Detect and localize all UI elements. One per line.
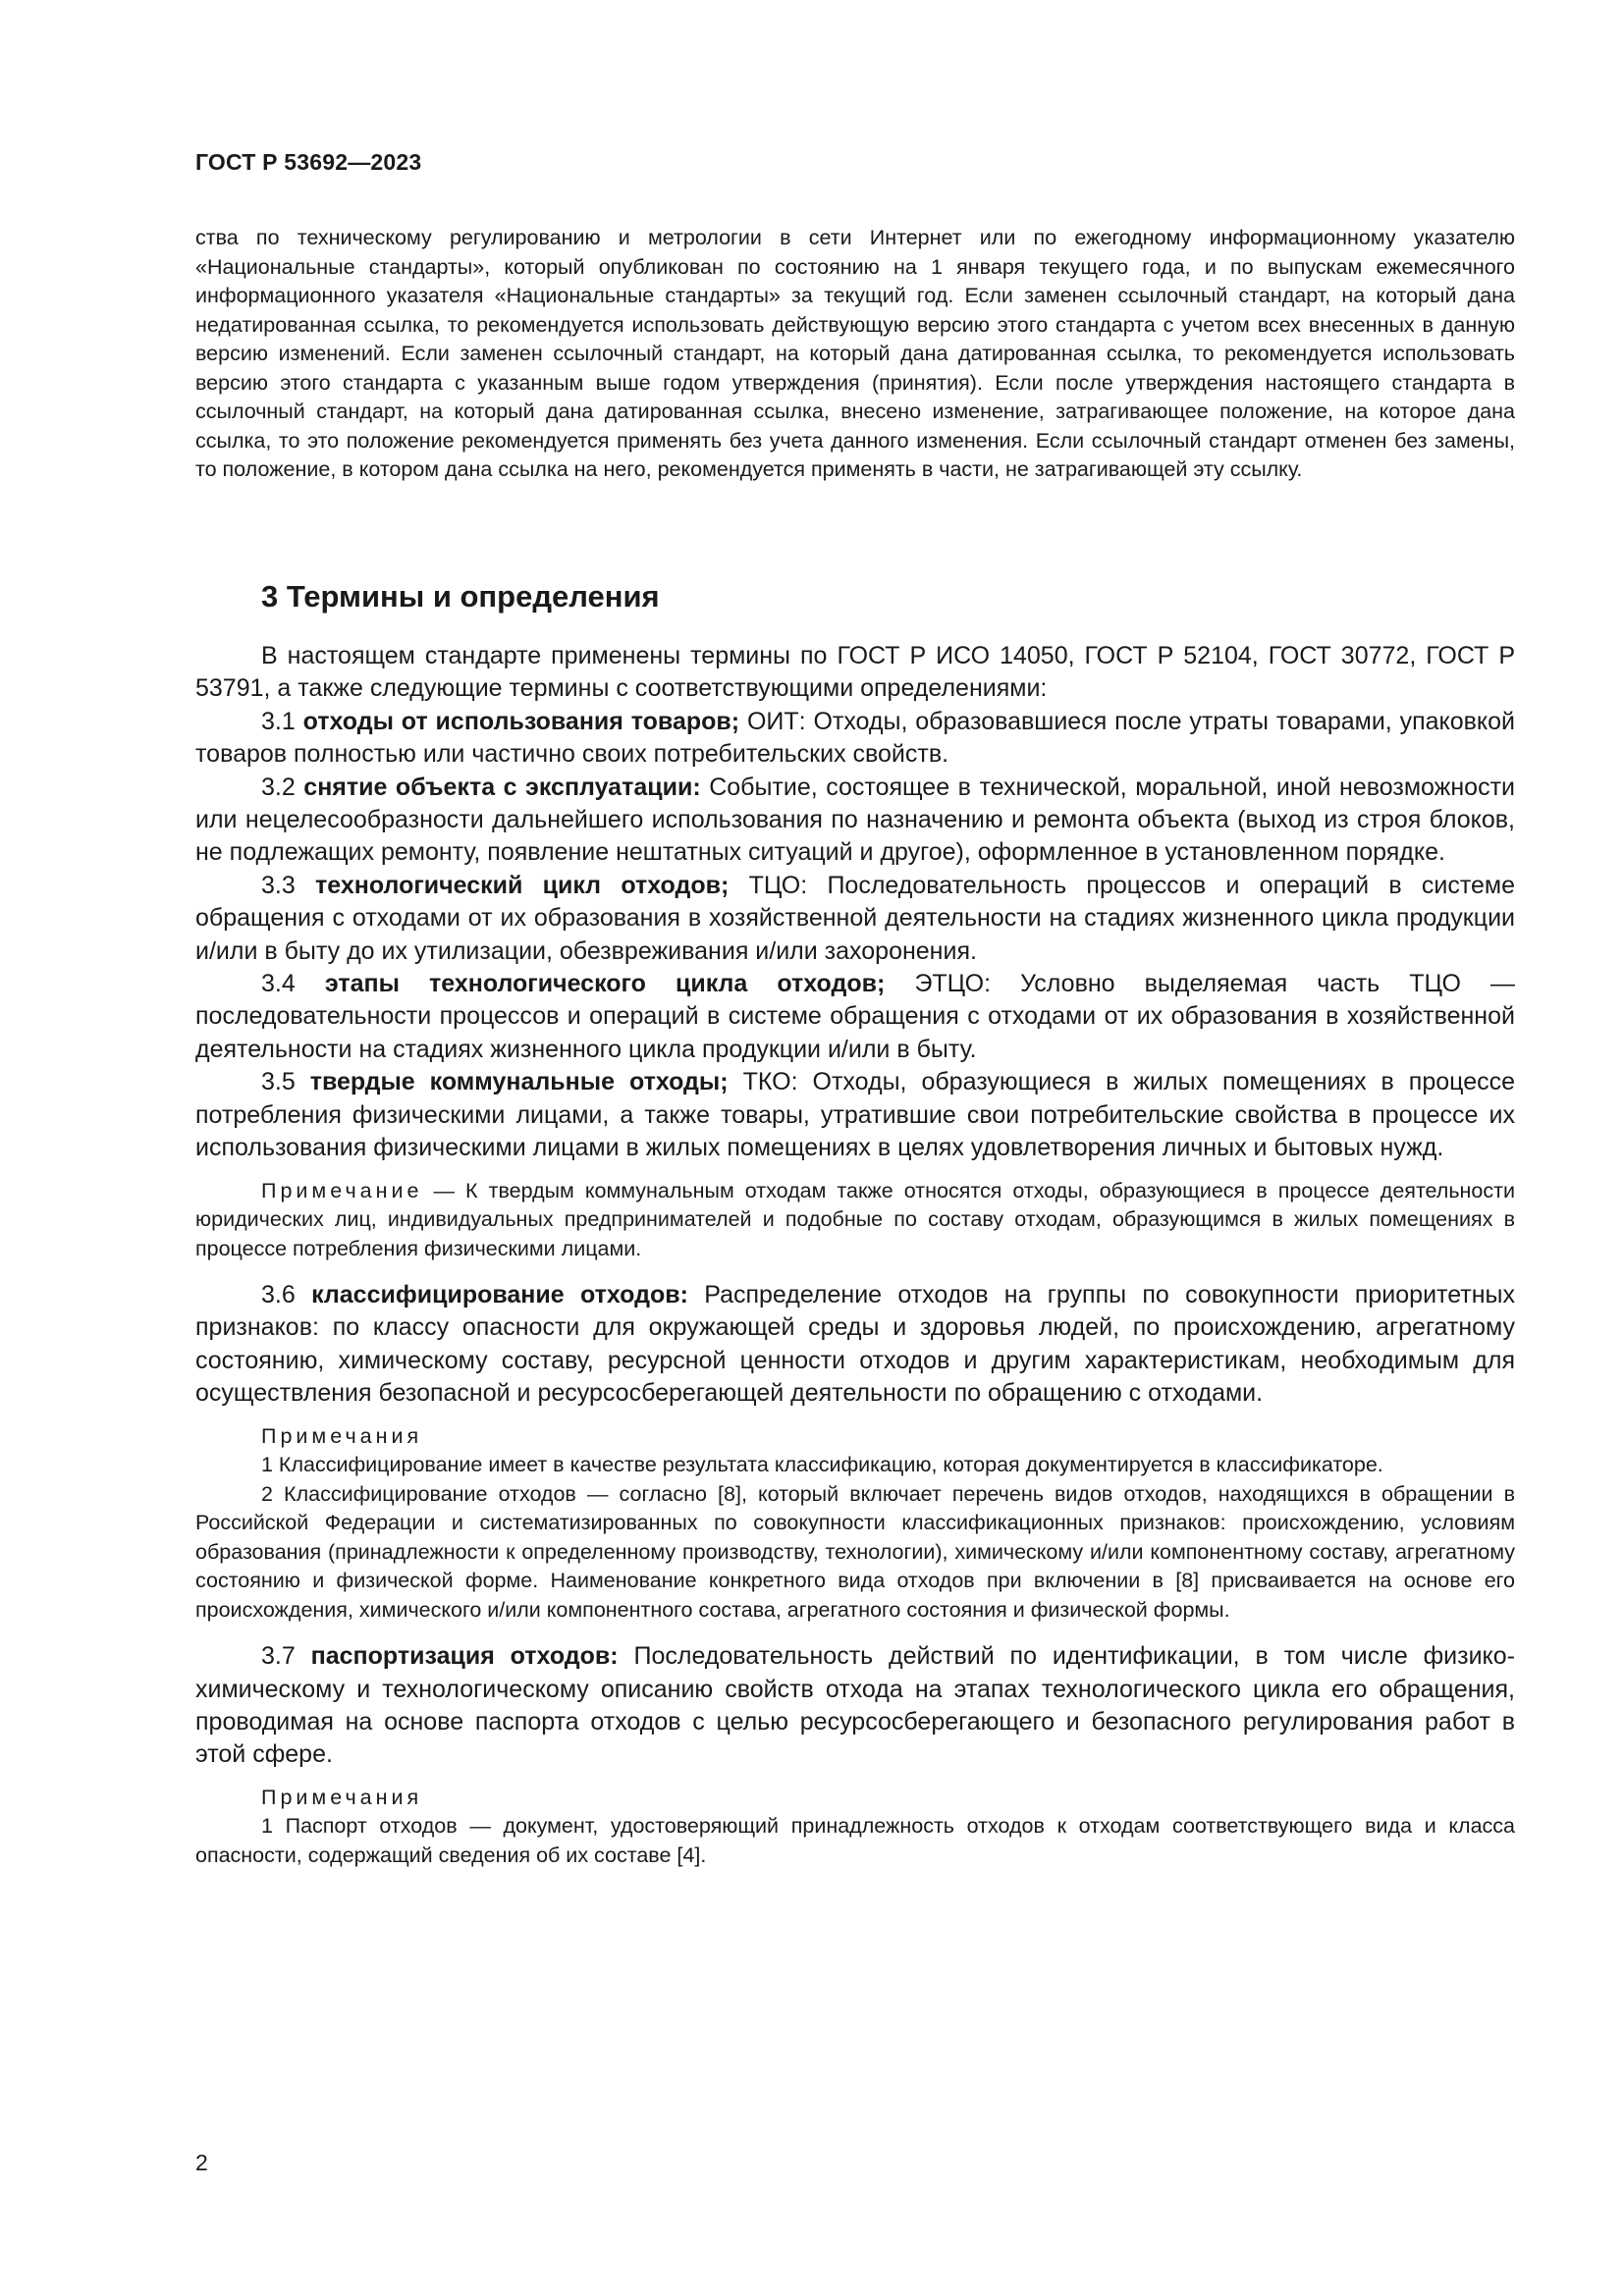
term-definition: ТЦО: Последовательность процессов и операций в системе обращения с отходами от их образования в хозяйственной деятельности на стадиях жизненного цикла продукции и/или в быту до их утилизации, обезвреживания и/или захоронения. <box>195 871 1516 965</box>
term-3-3 <box>195 870 1515 968</box>
note-item: 2 Классифицирование отходов — согласно [8], который включает перечень видов отходов, находящихся в обращении в Российской Федерации и систематизированных по совокупности классификационных признаков: происхождению, условиям образования (принадлежности к определенному производству, технологии), химическому и/или компонентному составу, агрегатному состоянию и физической форме. Наименование конкретного вида отходов при включении в [8] присваивается на основе его происхождения, химического и/или компонентного состава, агрегатного состояния и физической формы. <box>195 1481 1515 1622</box>
document-code: ГОСТ Р 53692—2023 <box>195 149 422 175</box>
term-name: твердые коммунальные отходы; <box>309 1068 729 1096</box>
notes-label: Примечания <box>261 1785 423 1809</box>
term-name: паспортизация отходов: <box>310 1642 619 1671</box>
term-3-5 <box>195 1066 1515 1164</box>
note-dash: — <box>433 1178 455 1202</box>
term-number: 3.2 <box>261 773 296 801</box>
term-number: 3.7 <box>261 1642 296 1671</box>
note-3-5 <box>195 1177 1515 1264</box>
note-label: Примечание <box>261 1178 423 1202</box>
term-3-2 <box>195 772 1515 870</box>
section-intro: В настоящем стандарте применены термины по ГОСТ Р ИСО 14050, ГОСТ Р 52104, ГОСТ 30772, ГОСТ Р 53791, а также следующие термины с соответствующими определениями: <box>195 642 1515 703</box>
term-3-7 <box>195 1640 1515 1772</box>
term-number: 3.1 <box>261 707 296 735</box>
term-3-4 <box>195 968 1515 1066</box>
term-definition: Распределение отходов на группы по совокупности приоритетных признаков: по классу опасности для окружающей среды и здоровья людей, по происхождению, агрегатному состоянию, химическому составу, ресурсной ценности отходов и другим характеристикам, необходимым для осуществления безопасной и ресурсосберегающей деятельности по обращению с отходами. <box>195 1281 1516 1408</box>
note-text: К твердым коммунальным отходам также относятся отходы, образующиеся в процессе деятельности юридических лиц, индивидуальных предпринимателей и подобные по составу отходам, образующимся в жилых помещениях в процессе потребления физическими лицами. <box>195 1178 1515 1260</box>
term-definition: ЭТЦО: Условно выделяемая часть ТЦО — последовательности процессов и операций в системе обращения с отходами от их образования в хозяйственной деятельности на стадиях жизненного цикла продукции и/или в быту. <box>195 970 1516 1063</box>
note-item: 1 Классифицирование имеет в качестве результата классификацию, которая документируется в классификаторе. <box>261 1453 1383 1477</box>
continuation-paragraph: ства по техническому регулированию и метрологии в сети Интернет или по ежегодному информационному указателю «Национальные стандарты», который опубликован по состоянию на 1 января текущего года, и по выпускам ежемесячного информационного указателя «Национальные стандарты» за текущий год. Если заменен ссылочный стандарт, на который дана недатированная ссылка, то рекомендуется использовать действующую версию этого стандарта с учетом всех внесенных в данную версию изменений. Если заменен ссылочный стандарт, на который дана датированная ссылка, то рекомендуется использовать версию этого стандарта с указанным выше годом утверждения (принятия). Если после утверждения настоящего стандарта в ссылочный стандарт, на который дана датированная ссылка, внесено изменение, затрагивающее положение, на которое дана ссылка, то это положение рекомендуется применять без учета данного изменения. Если ссылочный стандарт отменен без замены, то положение, в котором дана ссылка на него, рекомендуется применять в части, не затрагивающей эту ссылку. <box>195 226 1515 481</box>
section-body <box>195 640 1515 1870</box>
term-name: технологический цикл отходов; <box>315 871 730 899</box>
notes-3-7 <box>195 1784 1515 1871</box>
term-name: этапы технологического цикла отходов; <box>324 970 886 998</box>
term-number: 3.5 <box>261 1068 296 1096</box>
page-number: 2 <box>195 2150 208 2175</box>
notes-label: Примечания <box>261 1423 423 1448</box>
term-definition: Последовательность действий по идентификации, в том числе физико-химическому и технологическому описанию свойств отхода на этапах технологического цикла его обращения, проводимая на основе паспорта отходов с целью ресурсосберегающего и безопасного регулирования работ в этой сфере. <box>195 1642 1516 1769</box>
note-item: 1 Паспорт отходов — документ, удостоверяющий принадлежность отходов к отходам соответствующего вида и класса опасности, содержащий сведения об их составе [4]. <box>195 1814 1515 1867</box>
term-definition: ТКО: Отходы, образующиеся в жилых помещениях в процессе потребления физическими лицами, а также товары, утратившие свои потребительские свойства в процессе их использования физическими лицами в жилых помещениях в целях удовлетворения личных и бытовых нужд. <box>195 1068 1515 1162</box>
term-name: классифицирование отходов: <box>311 1281 688 1308</box>
term-name: отходы от использования товаров; <box>302 707 740 735</box>
section-title: 3 Термины и определения <box>261 579 660 614</box>
notes-3-6 <box>195 1422 1515 1626</box>
term-name: снятие объекта с эксплуатации: <box>303 773 701 801</box>
term-3-1 <box>195 706 1515 772</box>
term-number: 3.4 <box>261 970 296 998</box>
term-number: 3.6 <box>261 1281 296 1308</box>
term-number: 3.3 <box>261 871 296 899</box>
term-3-6 <box>195 1279 1515 1411</box>
term-definition: Событие, состоящее в технической, моральной, иной невозможности или нецелесообразности дальнейшего использования по назначению и ремонта объекта (выход из строя блоков, не подлежащих ремонту, появление нештатных ситуаций и другое), оформленное в установленном порядке. <box>195 773 1515 867</box>
term-definition: ОИТ: Отходы, образовавшиеся после утраты товарами, упаковкой товаров полностью или частично своих потребительских свойств. <box>195 707 1516 769</box>
